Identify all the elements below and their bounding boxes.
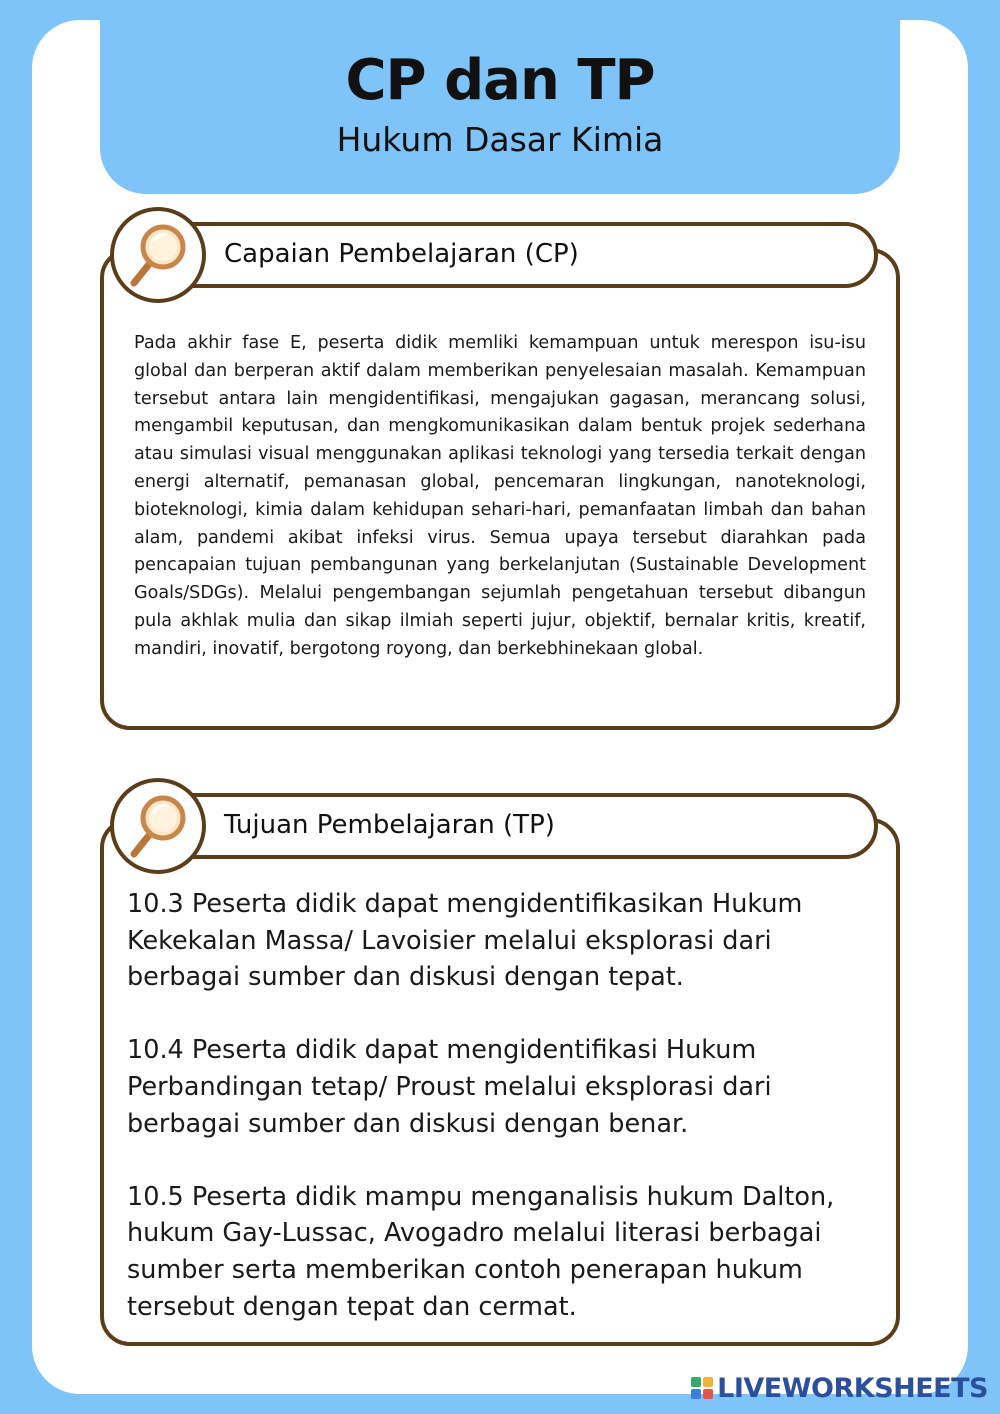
tp-heading-pill bbox=[128, 793, 878, 859]
tp-item-10-3: 10.3 Peserta didik dapat mengidentifikasikan Hukum Kekekalan Massa/ Lavoisier melalui eksplorasi dari berbagai sumber dan diskusi dengan tepat. bbox=[127, 889, 803, 993]
magnifying-glass-icon bbox=[128, 223, 190, 289]
tp-item-10-4: 10.4 Peserta didik dapat mengidentifikasi Hukum Perbandingan tetap/ Proust melalui eksplorasi dari berbagai sumber dan diskusi dengan benar. bbox=[127, 1035, 772, 1139]
tp-item-10-5: 10.5 Peserta didik mampu menganalisis hukum Dalton, hukum Gay-Lussac, Avogadro melalui literasi berbagai sumber serta memberikan contoh penerapan hukum tersebut dengan tepat dan cermat. bbox=[127, 1181, 835, 1322]
watermark-text: LIVEWORKSHEETS bbox=[717, 1373, 988, 1404]
tp-heading: Tujuan Pembelajaran (TP) bbox=[224, 810, 555, 840]
cp-paragraph: Pada akhir fase E, peserta didik memliki kemampuan untuk merespon isu-isu global dan berperan aktif dalam memberikan penyelesaian masalah. Kemampuan tersebut antara lain mengidentifikasi, mengajukan gagasan, merancang solusi, mengambil keputusan, dan mengkomunikasikan dalam bentuk projek sederhana atau simulasi visual menggunakan aplikasi teknologi yang tersedia terkait dengan energi alternatif, pemanasan global, pencemaran lingkungan, nanoteknologi, bioteknologi, kimia dalam kehidupan sehari-hari, pemanfaatan limbah dan bahan alam, pandemi akibat infeksi virus. Semua upaya tersebut diarahkan pada pencapaian tujuan pembangunan yang berkelanjutan (Sustainable Development Goals/SDGs). Melalui pengembangan sejumlah pengetahuan tersebut dibangun pula akhlak mulia dan sikap ilmiah seperti jujur, objektif, bernalar kritis, kreatif, mandiri, inovatif, bergotong royong, dan berkebhinekaan global. bbox=[134, 333, 866, 659]
cp-heading-pill bbox=[128, 222, 878, 288]
header-banner bbox=[100, 0, 900, 194]
liveworksheets-logo-icon bbox=[691, 1377, 713, 1399]
magnifying-glass-icon bbox=[128, 794, 190, 860]
page-title: CP dan TP bbox=[345, 48, 655, 113]
cp-heading: Capaian Pembelajaran (CP) bbox=[224, 239, 579, 269]
tp-badge bbox=[110, 778, 206, 874]
cp-badge bbox=[110, 207, 206, 303]
tp-list bbox=[127, 886, 887, 1362]
liveworksheets-watermark bbox=[691, 1373, 988, 1404]
page-subtitle: Hukum Dasar Kimia bbox=[336, 120, 664, 159]
